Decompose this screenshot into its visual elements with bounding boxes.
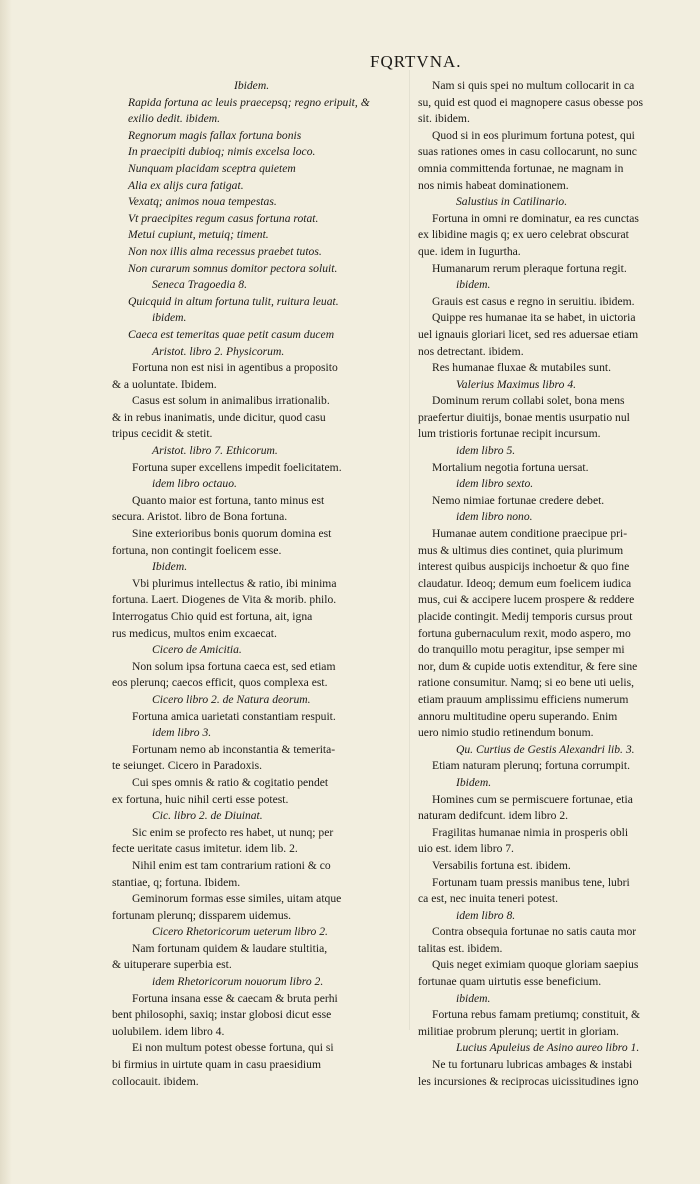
quotation-line: rus medicus, multos enim excaecat. xyxy=(112,626,277,640)
quotation-first-line: Nemo nimiae fortunae credere debet. xyxy=(432,493,605,507)
quotation-first-line: Geminorum formas esse similes, uitam atque xyxy=(132,892,342,906)
quotation-first-line: Fortuna rebus famam pretiumq; constituit, & xyxy=(432,1008,641,1022)
quotation-first-line: Cui spes omnis & ratio & cogitatio pendet xyxy=(132,775,329,789)
quotation-line: secura. Aristot. libro de Bona fortuna. xyxy=(112,510,288,524)
quotation-line: fortunam plerunq; dissparem uidemus. xyxy=(112,908,292,922)
quotation-line: bent philosophi, saxiq; instar globosi dicut esse xyxy=(112,1008,332,1022)
quotation-first-line: Fortuna super excellens impedit foelicitatem. xyxy=(132,460,342,474)
quotation-line: do tranquillo motu peragitur, ipse semper mi xyxy=(418,643,625,657)
page-edge-shadow xyxy=(0,0,12,1184)
quotation-first-line: Fortuna amica uarietati constantiam respuit. xyxy=(132,709,336,723)
quotation-first-line: Non solum ipsa fortuna caeca est, sed etiam xyxy=(132,659,336,673)
quotation-first-line: Quod si in eos plurimum fortuna potest, qui xyxy=(432,128,635,142)
quotation-line: mus, cui & accipere lucem prospere & reddere xyxy=(418,593,635,607)
verse-line: Non nox illis alma recessus praebet tutos. xyxy=(128,244,322,258)
column-gutter xyxy=(409,70,410,1030)
quotation-first-line: Versabilis fortuna est. ibidem. xyxy=(432,858,571,872)
source-citation: Qu. Curtius de Gestis Alexandri lib. 3. xyxy=(456,742,635,756)
source-citation: ibidem. xyxy=(456,278,491,292)
source-citation: idem libro 5. xyxy=(456,444,516,458)
quotation-first-line: Ne tu fortunaru lubricas ambages & instabi xyxy=(432,1058,633,1072)
quotation-line: Interrogatus Chio quid est fortuna, ait, igna xyxy=(112,610,313,623)
quotation-first-line: Humanae autem conditione praecipue pri- xyxy=(432,527,628,541)
quotation-line: & uituperare superbia est. xyxy=(112,958,232,972)
running-head: FQRTVNA. xyxy=(370,52,462,71)
verse-line: Non curarum somnus domitor pectora soluit. xyxy=(128,261,338,275)
quotation-line: que. idem in Iugurtha. xyxy=(418,244,521,258)
source-citation: Ibidem. xyxy=(152,560,188,574)
quotation-line: nor, dum & cupide uotis extenditur, & fere sine xyxy=(418,659,638,673)
quotation-first-line: Etiam naturam plerunq; fortuna corrumpit. xyxy=(432,759,630,773)
quotation-line: ratione consumitur. Namq; si eo bene uti uelis, xyxy=(418,676,635,690)
verse-line: exilio dedit. ibidem. xyxy=(128,112,221,126)
quotation-first-line: Contra obsequia fortunae no satis cauta mor xyxy=(432,925,637,939)
quotation-line: tripus cecidit & stetit. xyxy=(112,427,213,441)
quotation-line: ex libidine magis q; ex uero celebrat obscurat xyxy=(418,228,629,242)
source-citation: Cicero libro 2. de Natura deorum. xyxy=(152,692,311,706)
quotation-line: lum tristioris fortunae recipit incursum. xyxy=(418,427,601,441)
source-citation: Seneca Tragoedia 8. xyxy=(152,278,247,292)
quotation-line: & in rebus inanimatis, unde dicitur, quod casu xyxy=(112,410,326,424)
source-citation: idem libro sexto. xyxy=(456,477,534,491)
quotation-line: ex fortuna, huic nihil certi esse potest. xyxy=(112,792,289,806)
quotation-line: uio est. idem libro 7. xyxy=(418,842,514,856)
quotation-line: talitas est. ibidem. xyxy=(418,941,503,955)
source-citation: idem libro octauo. xyxy=(152,477,237,491)
verse-line: Vt praecipites regum casus fortuna rotat. xyxy=(128,211,319,225)
quotation-line: sit. ibidem. xyxy=(418,112,470,126)
quotation-line: praefertur diuitijs, bonae mentis usurpatio nul xyxy=(418,410,630,424)
quotation-first-line: Humanarum rerum pleraque fortuna regit. xyxy=(432,261,627,275)
quotation-line: ca est, nec inuita teneri potest. xyxy=(418,892,559,906)
quotation-line: claudatur. Ideoq; demum eum foelicem iudica xyxy=(418,576,632,590)
source-citation: idem Rhetoricorum nouorum libro 2. xyxy=(152,975,324,989)
quotation-first-line: Res humanae fluxae & mutabiles sunt. xyxy=(432,361,612,375)
source-citation: Cicero Rhetoricorum ueterum libro 2. xyxy=(152,925,328,939)
verse-line: Alia ex alijs cura fatigat. xyxy=(128,178,244,192)
quotation-first-line: Quanto maior est fortuna, tanto minus est xyxy=(132,493,325,507)
quotation-first-line: Fortuna in omni re dominatur, ea res cunctas xyxy=(432,211,639,225)
quotation-first-line: Casus est solum in animalibus irrationalib. xyxy=(132,394,330,408)
source-citation: Cic. libro 2. de Diuinat. xyxy=(152,809,263,823)
quotation-first-line: Quippe res humanae ita se habet, in uictoria xyxy=(432,311,636,325)
quotation-line: uero nimio studio retinendum bonum. xyxy=(418,726,594,740)
quotation-line: naturam dedifcunt. idem libro 2. xyxy=(418,809,569,823)
quotation-first-line: Sic enim se profecto res habet, ut nunq; per xyxy=(132,825,334,839)
quotation-line: mus & ultimus dies continet, quia plurimum xyxy=(418,543,624,557)
quotation-first-line: Mortalium negotia fortuna uersat. xyxy=(432,460,589,474)
verse-line: Caeca est temeritas quae petit casum ducem xyxy=(128,327,335,341)
quotation-line: bi firmius in uirtute quam in casu praesidium xyxy=(112,1058,321,1072)
quotation-line: nos nimis habeat dominationem. xyxy=(418,178,569,192)
quotation-first-line: Fortunam nemo ab inconstantia & temerita- xyxy=(132,742,336,756)
verse-line: In praecipiti dubioq; nimis excelsa loco. xyxy=(128,145,316,159)
verse-line: Vexatq; animos noua tempestas. xyxy=(128,195,277,209)
quotation-first-line: Dominum rerum collabi solet, bona mens xyxy=(432,394,625,408)
quotation-line: & a uoluntate. Ibidem. xyxy=(112,377,217,391)
source-citation: idem libro nono. xyxy=(456,510,533,524)
quotation-first-line: Nihil enim est tam contrarium rationi & co xyxy=(132,858,331,872)
quotation-line: fortuna. Laert. Diogenes de Vita & morib. philo. xyxy=(112,593,337,607)
quotation-first-line: Grauis est casus e regno in seruitiu. ibidem. xyxy=(432,294,635,308)
quotation-first-line: Nam fortunam quidem & laudare stultitia, xyxy=(132,941,328,955)
quotation-first-line: Quis neget eximiam quoque gloriam saepius xyxy=(432,958,639,972)
quotation-line: interest quibus auspicijs inchoetur & quo fine xyxy=(418,560,630,574)
source-citation: Aristot. libro 2. Physicorum. xyxy=(152,344,285,358)
quotation-first-line: Ei non multum potest obesse fortuna, qui si xyxy=(132,1041,334,1055)
source-citation: idem libro 8. xyxy=(456,908,516,922)
source-citation: Cicero de Amicitia. xyxy=(152,643,242,657)
quotation-line: militiae probrum plerunq; uertit in gloriam. xyxy=(418,1024,619,1038)
verse-line: Rapida fortuna ac leuis praecepsq; regno eripuit, & xyxy=(128,95,370,109)
source-citation: ibidem. xyxy=(152,311,187,325)
source-citation: idem libro 3. xyxy=(152,726,212,740)
quotation-first-line: Fortuna insana esse & caecam & bruta perhi xyxy=(132,991,338,1005)
source-citation: Lucius Apuleius de Asino aureo libro 1. xyxy=(456,1041,640,1055)
quotation-line: fecte ueritate casus imitetur. idem lib. 2. xyxy=(112,842,298,856)
quotation-line: stantiae, q; fortuna. Ibidem. xyxy=(112,875,241,889)
source-citation: Ibidem. xyxy=(456,775,492,789)
quotation-first-line: Vbi plurimus intellectus & ratio, ibi minima xyxy=(132,576,337,590)
source-citation: Salustius in Catilinario. xyxy=(456,195,568,209)
source-citation: Ibidem. xyxy=(234,79,270,92)
quotation-line: omnia committenda fortunae, ne magnam in xyxy=(418,161,624,175)
quotation-first-line: Homines cum se permiscuere fortunae, etia xyxy=(432,792,633,806)
quotation-line: suas rationes omes in casu collocarunt, no sunc xyxy=(418,145,637,159)
quotation-line: fortunae quam uirtutis esse beneficium. xyxy=(418,975,602,989)
verse-line: Regnorum magis fallax fortuna bonis xyxy=(128,128,302,142)
quotation-line: fortuna gubernaculum rexit, modo aspero, mo xyxy=(418,626,631,640)
quotation-line: te seiunget. Cicero in Paradoxis. xyxy=(112,759,263,773)
quotation-line: uolubilem. idem libro 4. xyxy=(112,1024,225,1038)
source-citation: ibidem. xyxy=(456,991,491,1005)
source-citation: Valerius Maximus libro 4. xyxy=(456,377,577,391)
quotation-first-line: Fortuna non est nisi in agentibus a proposito xyxy=(132,361,338,375)
verse-line: Nunquam placidam sceptra quietem xyxy=(128,161,296,175)
quotation-line: su, quid est quod ei magnopere casus obesse pos xyxy=(418,95,644,109)
right-column xyxy=(418,78,684,1090)
verse-line: Quicquid in altum fortuna tulit, ruitura leuat. xyxy=(128,294,339,308)
quotation-line: fortuna, non contingit foelicem esse. xyxy=(112,543,282,557)
quotation-line: eos plerunq; caecos efficit, quos complexa est. xyxy=(112,676,328,690)
quotation-line: placide contingit. Medij temporis cursus prout xyxy=(418,610,633,623)
source-citation: Aristot. libro 7. Ethicorum. xyxy=(152,444,278,458)
quotation-line: les incursiones & reciprocas uicissitudines igno xyxy=(418,1074,639,1088)
left-column xyxy=(112,78,402,1090)
quotation-line: uel ignauis gloriari licet, sed res aduersae etiam xyxy=(418,327,639,341)
quotation-first-line: Sine exterioribus bonis quorum domina est xyxy=(132,527,332,541)
quotation-line: etiam prauum amplissimu efficiens numerum xyxy=(418,692,629,706)
quotation-line: collocauit. ibidem. xyxy=(112,1074,199,1088)
quotation-line: nos detrectant. ibidem. xyxy=(418,344,524,358)
quotation-line: annoru multitudine operu superando. Enim xyxy=(418,709,618,723)
quotation-first-line: Fortunam tuam pressis manibus tene, lubri xyxy=(432,875,630,889)
quotation-first-line: Nam si quis spei no multum collocarit in ca xyxy=(432,79,635,92)
verse-line: Metui cupiunt, metuiq; timent. xyxy=(128,228,269,242)
quotation-first-line: Fragilitas humanae nimia in prosperis obli xyxy=(432,825,629,839)
